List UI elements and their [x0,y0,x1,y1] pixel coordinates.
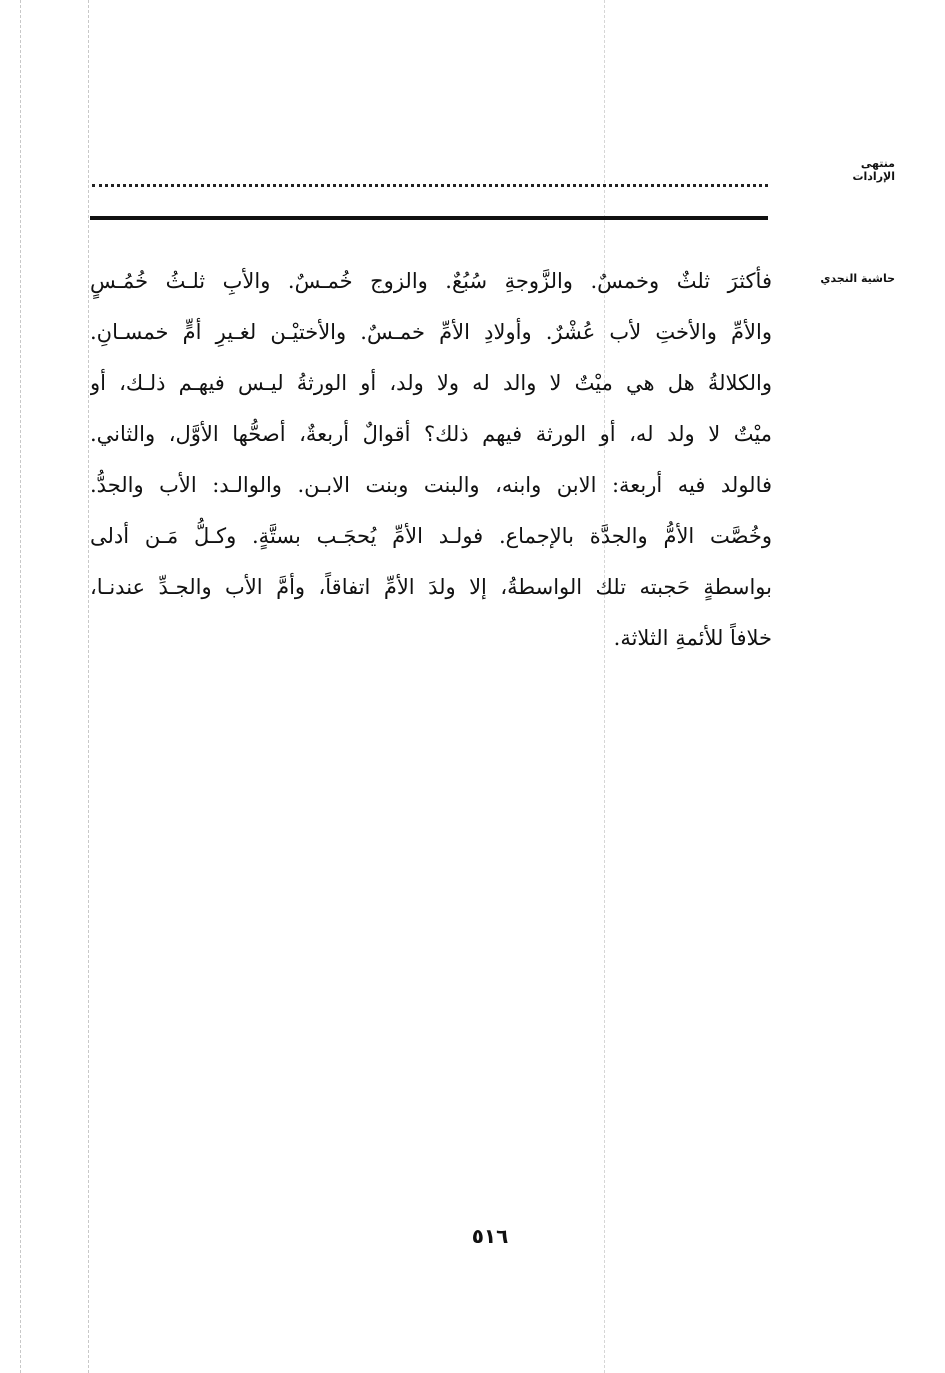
text-line: والكلالةُ هل هي ميْتٌ لا والد له ولا ولد، أو الورثةُ ليـس فيهـم ذلـك، أو [90,371,772,395]
commentary-body-text [90,256,772,664]
text-line: ميْتٌ لا ولد له، أو الورثة فيهم ذلك؟ أقوالٌ أربعةٌ، أصحُّها الأوَّل، والثاني. [90,422,772,446]
scan-artifact-line [20,0,21,1373]
scan-artifact-line [88,0,89,1373]
scan-artifact-line [604,0,605,1373]
text-line: وخُصَّت الأمُّ والجدَّة بالإجماع. فولـد الأمِّ يُحجَـب بستَّةٍ. وكـلُّ مَـن أدلى [90,524,772,548]
text-line: فالولد فيه أربعة: الابن وابنه، والبنت وبنت الابـن. والوالـد: الأب والجدُّ. [90,473,772,497]
text-line: بواسطةٍ حَجبته تلك الواسطةُ، إلا ولدَ الأمِّ اتفاقاً، وأمَّ الأب والجـدِّ عندنـا، [90,575,772,599]
running-header-book-title: منتهى الإرادات [852,157,895,183]
solid-separator [90,216,768,220]
page-number: ٥١٦ [471,1224,509,1248]
dotted-separator [92,184,768,187]
text-line: خلافاً للأئمةِ الثلاثة. [613,626,772,650]
text-line: فأكثرَ ثلثٌ وخمسٌ. والزَّوجةِ سُبُعٌ. والزوج خُمـسٌ. والأبِ ثلـثُ خُمُـسٍ [90,269,772,293]
commentary-margin-label: حاشية النجدي [820,272,895,285]
text-line: والأمِّ والأختِ لأب عُشْرٌ. وأولادِ الأمِّ خمـسٌ. والأختيْـن لغـيرِ أمٍّ خمسـانِ. [90,320,772,344]
